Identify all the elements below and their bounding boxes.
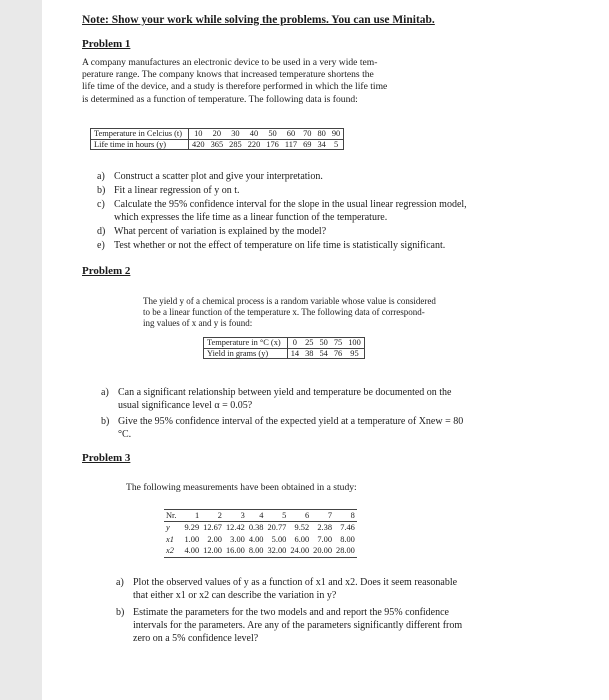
- table-cell: 12.42: [225, 523, 245, 533]
- table-cell: 70: [300, 129, 314, 140]
- problem1-title: Problem 1: [82, 38, 131, 50]
- question-text: Give the 95% confidence interval of the expected yield at a temperature of Xnew = 80: [118, 416, 464, 427]
- table-cell: 220: [245, 139, 264, 150]
- problem2-intro-line: The yield y of a chemical process is a random variable whose value is considered: [143, 296, 436, 306]
- question-label: b): [101, 416, 110, 427]
- question-item: [97, 198, 537, 224]
- row-header: Yield in grams (y): [204, 348, 288, 359]
- note-heading: Note: Show your work while solving the problems. You can use Minitab.: [82, 14, 435, 26]
- question-label: b): [97, 185, 106, 196]
- table-cell: 176: [263, 139, 282, 150]
- question-item: [116, 606, 536, 645]
- question-label: a): [116, 577, 124, 588]
- question-item: [101, 415, 541, 441]
- row-header: Life time in hours (y): [91, 139, 189, 150]
- table-cell: 100: [345, 338, 364, 349]
- table-cell: 28.00: [336, 546, 355, 556]
- question-text: Construct a scatter plot and give your interpretation.: [114, 171, 323, 182]
- table-cell: 2.00: [207, 534, 222, 544]
- table-cell: 9.29: [184, 523, 200, 533]
- problem2-intro-line: to be a linear function of the temperature x. The following data of correspond-: [143, 307, 425, 318]
- table-cell: 5: [265, 510, 288, 522]
- problem1-data-table: [90, 128, 344, 150]
- table-cell: 40: [245, 129, 264, 140]
- table-cell: 0: [287, 338, 302, 349]
- table-row: [91, 139, 344, 150]
- table-cell: 3: [224, 510, 247, 522]
- row-header: Nr.: [164, 510, 182, 522]
- question-text: Calculate the 95% confidence interval for the slope in the usual linear regression model,: [114, 199, 467, 210]
- table-cell: 4.00: [248, 534, 264, 544]
- table-cell: 4.00: [184, 546, 200, 556]
- question-text-block: [114, 198, 467, 224]
- problem2-title: Problem 2: [82, 265, 131, 277]
- problem2-intro-line: ing values of x and y is found:: [143, 318, 253, 329]
- table-cell: 0.38: [248, 523, 264, 533]
- question-text: Fit a linear regression of y on t.: [114, 185, 240, 196]
- table-cell: 95: [345, 348, 364, 359]
- question-item: [97, 225, 537, 238]
- problem2-questions: [101, 386, 541, 441]
- question-label: e): [97, 240, 105, 251]
- table-cell: 32.00: [267, 546, 287, 556]
- question-text: which expresses the life time as a linear function of the temperature.: [114, 212, 388, 223]
- question-text: Can a significant relationship between yield and temperature be documented on the: [118, 387, 452, 398]
- question-text: that either x1 or x2 can describe the variation in y?: [133, 590, 337, 601]
- table-row: [204, 348, 365, 359]
- question-label: a): [101, 387, 109, 398]
- question-item: [97, 184, 537, 197]
- table-cell: 50: [263, 129, 282, 140]
- question-text: °C.: [118, 429, 132, 440]
- table-row: [204, 338, 365, 349]
- row-header: x1: [166, 534, 174, 544]
- row-header: y: [166, 523, 170, 533]
- table-row: [164, 522, 357, 534]
- question-text: What percent of variation is explained by the model?: [114, 226, 327, 237]
- problem1-intro: [82, 57, 482, 106]
- question-text-block: [118, 415, 463, 441]
- question-text-block: [118, 386, 452, 412]
- problem1-intro-line: is determined as a function of temperature. The following data is found:: [82, 93, 358, 105]
- problem3-data-table: [164, 509, 357, 558]
- problem3-questions: [116, 576, 536, 645]
- question-text: Estimate the parameters for the two models and and report the 95% confidence: [133, 607, 449, 618]
- table-cell: 7.00: [317, 534, 332, 544]
- table-cell: 38: [302, 348, 316, 359]
- table-cell: 3.00: [230, 534, 245, 544]
- table-row: [164, 510, 357, 522]
- problem3-title: Problem 3: [82, 452, 131, 464]
- row-header: Temperature in Celcius (t): [91, 129, 189, 140]
- table-cell: 420: [189, 139, 208, 150]
- row-header: x2: [164, 545, 182, 557]
- table-cell: 365: [208, 139, 227, 150]
- table-cell: 1: [182, 510, 201, 522]
- problem2-intro: [143, 296, 473, 330]
- table-cell: 69: [300, 139, 314, 150]
- problem1-intro-line: perature range. The company knows that increased temperature shortens the: [82, 69, 374, 81]
- question-item: [116, 576, 536, 602]
- table-cell: 80: [314, 129, 328, 140]
- question-label: c): [97, 199, 105, 210]
- table-cell: 24.00: [290, 546, 310, 556]
- table-cell: 20.00: [313, 546, 332, 556]
- table-cell: 4: [247, 510, 266, 522]
- table-row: [91, 129, 344, 140]
- question-item: [101, 386, 541, 412]
- table-cell: 12.00: [203, 546, 222, 556]
- question-text: Test whether or not the effect of temperature on life time is statistically significant.: [114, 240, 446, 251]
- table-cell: 10: [189, 129, 208, 140]
- table-cell: 5: [329, 139, 344, 150]
- table-cell: 25: [302, 338, 316, 349]
- question-label: b): [116, 607, 125, 618]
- table-row: [164, 545, 357, 557]
- table-cell: 90: [329, 129, 344, 140]
- table-cell: 50: [316, 338, 330, 349]
- problem1-intro-line: life time of the device, and a study is therefore performed in which the life time: [82, 81, 388, 93]
- question-label: d): [97, 226, 106, 237]
- table-cell: 54: [316, 348, 330, 359]
- problem2-data-table: [203, 337, 365, 359]
- table-cell: 20: [208, 129, 227, 140]
- table-cell: 6: [288, 510, 311, 522]
- problem1-intro-line: A company manufactures an electronic device to be used in a very wide tem-: [82, 57, 378, 68]
- table-cell: 9.52: [294, 523, 310, 533]
- table-cell: 76: [331, 348, 345, 359]
- table-cell: 1.00: [184, 534, 200, 544]
- table-cell: 117: [282, 139, 300, 150]
- table-cell: 8.00: [248, 546, 264, 556]
- table-cell: 14: [287, 348, 302, 359]
- question-text: usual significance level α = 0.05?: [118, 400, 253, 411]
- table-cell: 34: [314, 139, 328, 150]
- table-cell: 75: [331, 338, 345, 349]
- question-item: [97, 170, 537, 183]
- question-label: a): [97, 171, 105, 182]
- question-text: zero on a 5% confidence level?: [133, 633, 259, 644]
- table-row: [164, 534, 357, 545]
- table-cell: 16.00: [225, 546, 245, 556]
- table-cell: 285: [226, 139, 245, 150]
- table-cell: 2.38: [317, 523, 332, 533]
- table-cell: 30: [226, 129, 245, 140]
- question-text: Plot the observed values of y as a function of x1 and x2. Does it seem reasonable: [133, 577, 458, 588]
- table-cell: 60: [282, 129, 300, 140]
- table-cell: 7: [311, 510, 334, 522]
- table-cell: 20.77: [267, 523, 287, 533]
- problem3-intro: The following measurements have been obtained in a study:: [126, 482, 357, 493]
- table-cell: 2: [201, 510, 224, 522]
- question-text-block: [133, 576, 457, 602]
- table-cell: 8.00: [340, 534, 355, 544]
- question-text: intervals for the parameters. Are any of the parameters significantly different from: [133, 620, 463, 631]
- table-cell: 12.67: [203, 523, 222, 533]
- row-header: Temperature in °C (x): [204, 338, 288, 349]
- table-cell: 6.00: [294, 534, 310, 544]
- table-cell: 5.00: [271, 534, 287, 544]
- question-text-block: [133, 606, 462, 645]
- table-cell: 7.46: [340, 523, 355, 533]
- problem1-questions: [97, 170, 537, 252]
- table-cell: 8: [334, 510, 357, 522]
- question-item: [97, 239, 537, 252]
